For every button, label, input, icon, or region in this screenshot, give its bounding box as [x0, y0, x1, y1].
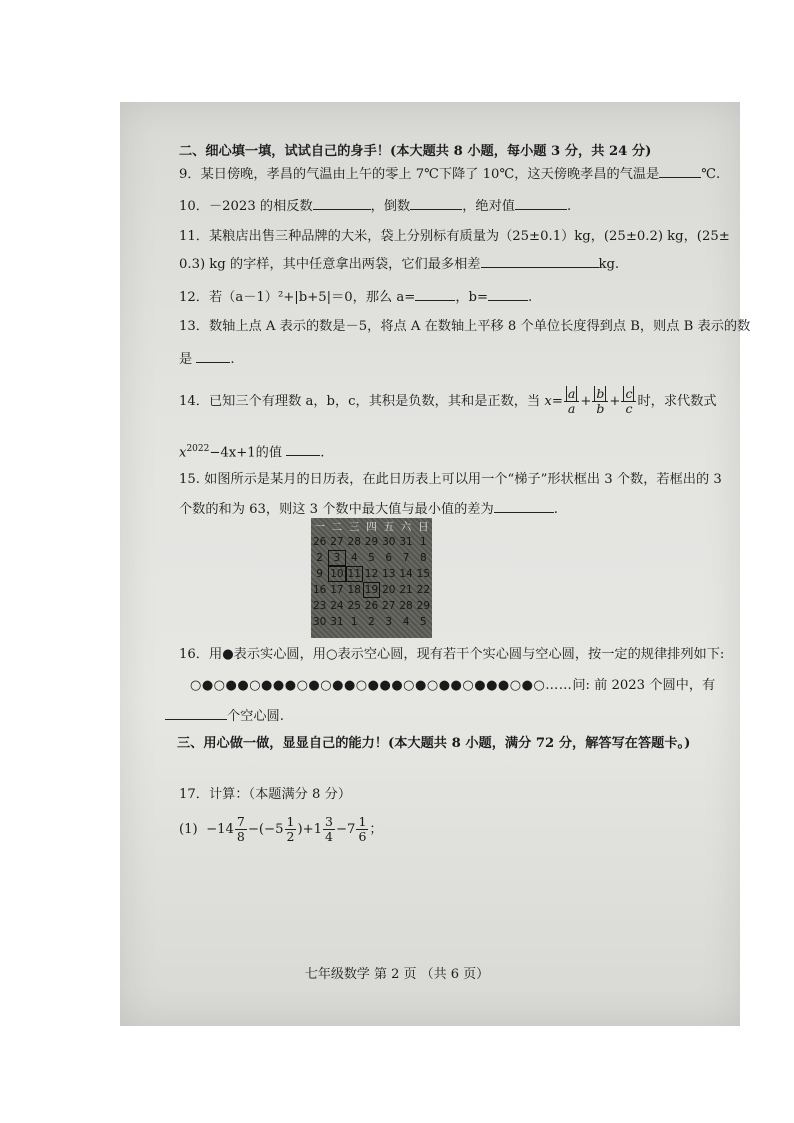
calendar-cell: 18 — [347, 584, 361, 596]
calendar-cell: 5 — [368, 552, 375, 564]
calendar-cell: 5 — [420, 616, 427, 628]
calendar-cell: 2 — [316, 552, 323, 564]
calendar-cell: 30 — [382, 536, 396, 548]
calendar-cell: 24 — [330, 600, 344, 612]
calendar-cell-boxed: 11 — [347, 568, 361, 580]
section3-heading: 三、用心做一做，显显自己的能力！(本大题共 8 小题，满分 72 分，解答写在答题卡。) — [177, 736, 691, 751]
question-10: 10．－2023 的相反数 ，倒数 ，绝对值 . — [179, 199, 572, 214]
fraction: $\frac{a}{a}$ — [564, 387, 579, 416]
calendar-cell: 17 — [330, 584, 344, 596]
calendar-cell: 15 — [416, 568, 431, 580]
calendar-cell: 3 — [385, 616, 393, 628]
answer-blank — [481, 255, 599, 268]
calendar-cell: 9 — [316, 568, 323, 580]
calendar-cell: 30 — [312, 616, 327, 628]
weekday-header: 日 — [418, 520, 429, 533]
section2-heading: 二、细心填一填，试试自己的身手！(本大题共 8 小题，每小题 3 分，共 24 分) — [179, 144, 652, 159]
calendar-cell: 1 — [420, 536, 427, 548]
weekday-header: 二 — [331, 520, 343, 533]
calendar-cell: 31 — [399, 536, 413, 548]
calendar-cell: 8 — [420, 552, 427, 564]
calendar-cell: 28 — [347, 536, 361, 548]
calendar-cell: 22 — [416, 584, 431, 596]
question-12: 12．若（a－1）²+|b+5|＝0，那么 a= ，b= . — [179, 290, 533, 305]
question-17-title: 17．计算：（本题满分 8 分） — [179, 787, 352, 802]
answer-blank — [313, 197, 371, 210]
question-13-line1: 13．数轴上点 A 表示的数是－5，将点 A 在数轴上平移 8 个单位长度得到点 B，则点 B 表示的数 — [179, 319, 751, 334]
answer-blank — [515, 197, 567, 210]
answer-blank — [286, 443, 320, 456]
answer-blank — [165, 707, 227, 720]
calendar-cell: 27 — [382, 600, 396, 612]
question-16-line2: ○●○●●○●●●○●○●●○●●●○●○●●○●●●○●○……问: 前 2023 个圆中，有 — [190, 678, 716, 693]
calendar-cell: 26 — [364, 600, 379, 612]
calendar-cell: 14 — [399, 568, 413, 580]
calendar-cell: 29 — [364, 536, 379, 548]
weekday-header: 三 — [348, 520, 360, 533]
question-16-line1: 16．用●表示实心圆，用○表示空心圆，现有若干个实心圆与空心圆，按一定的规律排列如下: — [179, 647, 725, 662]
answer-blank — [494, 500, 554, 513]
weekday-header: 四 — [366, 520, 377, 533]
fraction: $\frac{3}{4}$ — [325, 814, 333, 844]
question-15-line1: 15. 如图所示是某月的日历表，在此日历表上可以用一个“梯子”形状框出 3 个数，若框出的 3 — [179, 472, 722, 487]
question-9: 9．某日傍晚，孝昌的气温由上午的零上 7℃下降了 10℃，这天傍晚孝昌的气温是 ℃. — [179, 167, 721, 182]
answer-blank — [488, 288, 528, 301]
answer-blank — [415, 288, 455, 301]
calendar-cell: 4 — [350, 552, 358, 564]
calendar-cell: 26 — [312, 536, 327, 548]
answer-blank — [410, 197, 462, 210]
fraction: $\frac{7}{8}$ — [236, 814, 245, 844]
question-14-line1: 14．已知三个有理数 a，b，c，其积是负数，其和是正数，当 x= $\frac{a}{a}$ + $\frac{b}{b}$ + $\frac{c}{c}$ 时，求代数式 — [179, 386, 717, 416]
calendar-cell: 12 — [364, 568, 379, 580]
fraction: $\frac{b}{b}$ — [592, 387, 608, 416]
calendar-cell: 7 — [402, 552, 410, 564]
fraction: $\frac{1}{6}$ — [358, 814, 367, 844]
calendar-cell: 25 — [347, 600, 361, 612]
fraction: $\frac{c}{c}$ — [621, 387, 636, 416]
question-11-line1: 11．某粮店出售三种品牌的大米，袋上分别标有质量为（25±0.1）kg，(25±0.2) kg，(25± — [179, 229, 730, 244]
calendar-cell: 6 — [385, 552, 393, 564]
calendar-cell-boxed: 19 — [364, 584, 379, 596]
calendar-cell: 2 — [368, 616, 375, 628]
calendar-cell: 1 — [350, 616, 358, 628]
question-14-line2: $x^{2022}-4x+1$的值 . — [179, 444, 325, 461]
calendar-cell: 28 — [399, 600, 413, 612]
question-15-line2: 个数的和为 63，则这 3 个数中最大值与最小值的差为 . — [179, 502, 558, 517]
weekday-header: 五 — [383, 520, 395, 533]
weekday-header: 六 — [400, 520, 412, 533]
calendar-cell: 31 — [330, 616, 344, 628]
circle-pattern: ○●○●●○●●●○●○●●○●●●○●○●●○●●●○●○…… — [190, 678, 573, 693]
question-11-line2: 0.3) kg 的字样，其中任意拿出两袋，它们最多相差 kg. — [179, 257, 620, 272]
page-footer: 七年级数学 第 2 页 （共 6 页） — [304, 967, 490, 982]
calendar-cell-boxed: 10 — [330, 568, 344, 580]
calendar-cell: 23 — [312, 600, 327, 612]
calendar-cell: 13 — [382, 568, 396, 580]
calendar-cell: 21 — [399, 584, 413, 596]
answer-blank — [659, 165, 701, 178]
calendar-cell-boxed: 3 — [328, 550, 345, 566]
question-17-part1: (1) −14 $\frac{7}{8}$ −(−5 $\frac{1}{2}$ )+1 $\frac{3}{4}$ −7 $\frac{1}{6}$ ； — [179, 814, 383, 844]
calendar-cell: 4 — [402, 616, 410, 628]
calendar-cell: 29 — [416, 600, 431, 612]
question-16-line3: 个空心圆. — [165, 707, 284, 726]
calendar-figure — [311, 518, 432, 638]
fraction: $\frac{1}{2}$ — [286, 814, 295, 844]
answer-blank — [196, 350, 230, 363]
calendar-cell: 20 — [382, 584, 396, 596]
calendar-cell: 27 — [330, 536, 344, 548]
calendar-cell: 16 — [312, 584, 327, 596]
question-13-line2: 是 . — [179, 352, 235, 367]
weekday-header: 一 — [314, 520, 325, 533]
